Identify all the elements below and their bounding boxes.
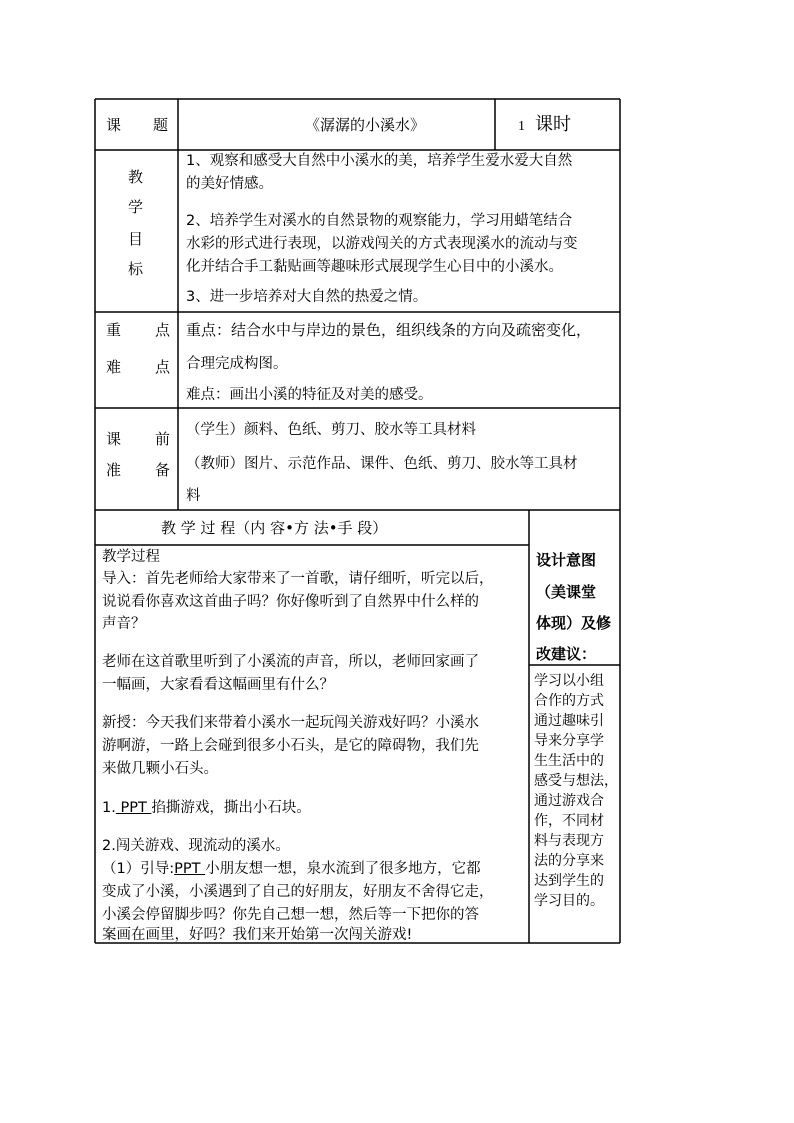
difficulty-label: 点 bbox=[155, 358, 171, 376]
design-body-line: 作，不同材 bbox=[534, 813, 604, 829]
keypoint-label: 点 bbox=[155, 321, 171, 339]
goals-line: 2、培养学生对溪水的自然景物的观察能力，学习用蜡笔结合 bbox=[186, 213, 573, 229]
design-body-line: 法的分享来 bbox=[534, 853, 604, 869]
topic-label-2: 题 bbox=[153, 116, 169, 134]
process-header: 教 学 过 程（内 容•方 法•手 段） bbox=[161, 519, 388, 537]
design-body-line: 学习以小组 bbox=[534, 673, 604, 689]
design-body-line: 通过趣味引 bbox=[534, 713, 604, 729]
prep-line: （教师）图片、示范作品、课件、色纸、剪刀、胶水等工具材 bbox=[186, 456, 578, 472]
period-number: 1 bbox=[518, 119, 525, 134]
difficulty-label: 难 bbox=[106, 358, 122, 376]
keypoint-label: 重 bbox=[106, 321, 122, 339]
step-1-mid: 掐 bbox=[151, 800, 166, 816]
step-1-rest: 撕游戏，撕出小石块。 bbox=[165, 800, 311, 816]
process-line: 变成了小溪，小溪遇到了自己的好朋友，好朋友不舍得它走， bbox=[102, 884, 494, 900]
goals-line: 水彩的形式进行表现，以游戏闯关的方式表现溪水的流动与变 bbox=[186, 236, 578, 252]
design-header-line: 体现）及修 bbox=[536, 614, 612, 632]
process-line: 教学过程 bbox=[102, 549, 160, 565]
process-line: 2.闯关游戏、现流动的溪水。 bbox=[102, 838, 290, 854]
process-line: 导入：首先老师给大家带来了一首歌，请仔细听，听完以后， bbox=[102, 571, 494, 587]
process-line: 声音？ bbox=[102, 616, 146, 632]
prep-label: 课 bbox=[106, 430, 122, 448]
prep-line: 料 bbox=[186, 488, 201, 504]
keypoints-line: 合理完成构图。 bbox=[186, 356, 288, 372]
process-step-1 bbox=[102, 796, 311, 820]
goals-label-char: 目 bbox=[128, 230, 144, 248]
prep-line: （学生）颜料、色纸、剪刀、胶水等工具材料 bbox=[186, 422, 476, 438]
design-body-line: 合作的方式 bbox=[534, 693, 604, 709]
goals-line: 化并结合手工黏贴画等趣味形式展现学生心目中的小溪水。 bbox=[186, 259, 563, 275]
design-body-line: 通过游戏合 bbox=[534, 793, 604, 809]
step-1-prefix: 1. bbox=[102, 800, 116, 816]
prep-label: 准 bbox=[106, 461, 122, 479]
design-body-line: 料与表现方 bbox=[534, 833, 604, 849]
guide-prefix: （1）引导: bbox=[102, 861, 175, 877]
goals-label-char: 教 bbox=[128, 168, 144, 186]
topic-label bbox=[106, 118, 121, 133]
process-line: 来做几颗小石头。 bbox=[102, 761, 218, 777]
goals-label-char: 标 bbox=[128, 260, 144, 278]
process-line: 老师在这首歌里听到了小溪流的声音，所以，老师回家画了 bbox=[102, 654, 479, 670]
prep-label: 前 bbox=[155, 430, 171, 448]
design-body-line: 学习目的。 bbox=[534, 893, 604, 909]
process-line: 小溪会停留脚步吗？你先自己想一想，然后等一下把你的答 bbox=[102, 907, 479, 923]
ppt-underlined: PPT bbox=[115, 800, 152, 816]
design-body-line: 感受与想法， bbox=[534, 773, 618, 789]
ppt-underlined: PPT bbox=[174, 861, 206, 877]
goals-label-char: 学 bbox=[128, 198, 144, 216]
process-line: 新授：今天我们来带着小溪水一起玩闯关游戏好吗？小溪水 bbox=[102, 715, 479, 731]
design-body-line: 导来分享学 bbox=[534, 733, 604, 749]
period-label: 课时 bbox=[535, 114, 571, 135]
guide-text: 小朋友想一想，泉水流到了很多地方，它都 bbox=[205, 861, 481, 877]
prep-label: 备 bbox=[155, 461, 171, 479]
design-body-line: 达到学生的 bbox=[534, 873, 604, 889]
process-line: 游啊游，一路上会碰到很多小石头，是它的障碍物，我们先 bbox=[102, 738, 479, 754]
goals-line: 1、观察和感受大自然中小溪水的美，培养学生爱水爱大自然 bbox=[186, 153, 573, 169]
lesson-title: 《潺潺的小溪水》 bbox=[305, 116, 426, 134]
design-body-line: 生生活中的 bbox=[534, 753, 604, 769]
process-line: 说说看你喜欢这首曲子吗？你好像听到了自然界中什么样的 bbox=[102, 594, 479, 610]
keypoints-line: 重点：结合水中与岸边的景色，组织线条的方向及疏密变化， bbox=[186, 321, 592, 339]
process-line: 一幅画，大家看看这幅画里有什么？ bbox=[102, 677, 334, 693]
process-step-guide bbox=[102, 857, 481, 881]
goals-line: 3、进一步培养对大自然的热爱之情。 bbox=[186, 289, 428, 305]
keypoints-line: 难点：画出小溪的特征及对美的感受。 bbox=[186, 387, 433, 403]
design-header-line: 设计意图 bbox=[536, 551, 597, 569]
design-header-line: 改建议： bbox=[536, 645, 597, 663]
goals-line: 的美好情感。 bbox=[186, 176, 273, 192]
process-line: 案画在画里，好吗？我们来开始第一次闯关游戏! bbox=[102, 927, 413, 943]
topic-label-char-1: 课 bbox=[106, 116, 122, 134]
design-header-line: （美课堂 bbox=[536, 583, 597, 601]
